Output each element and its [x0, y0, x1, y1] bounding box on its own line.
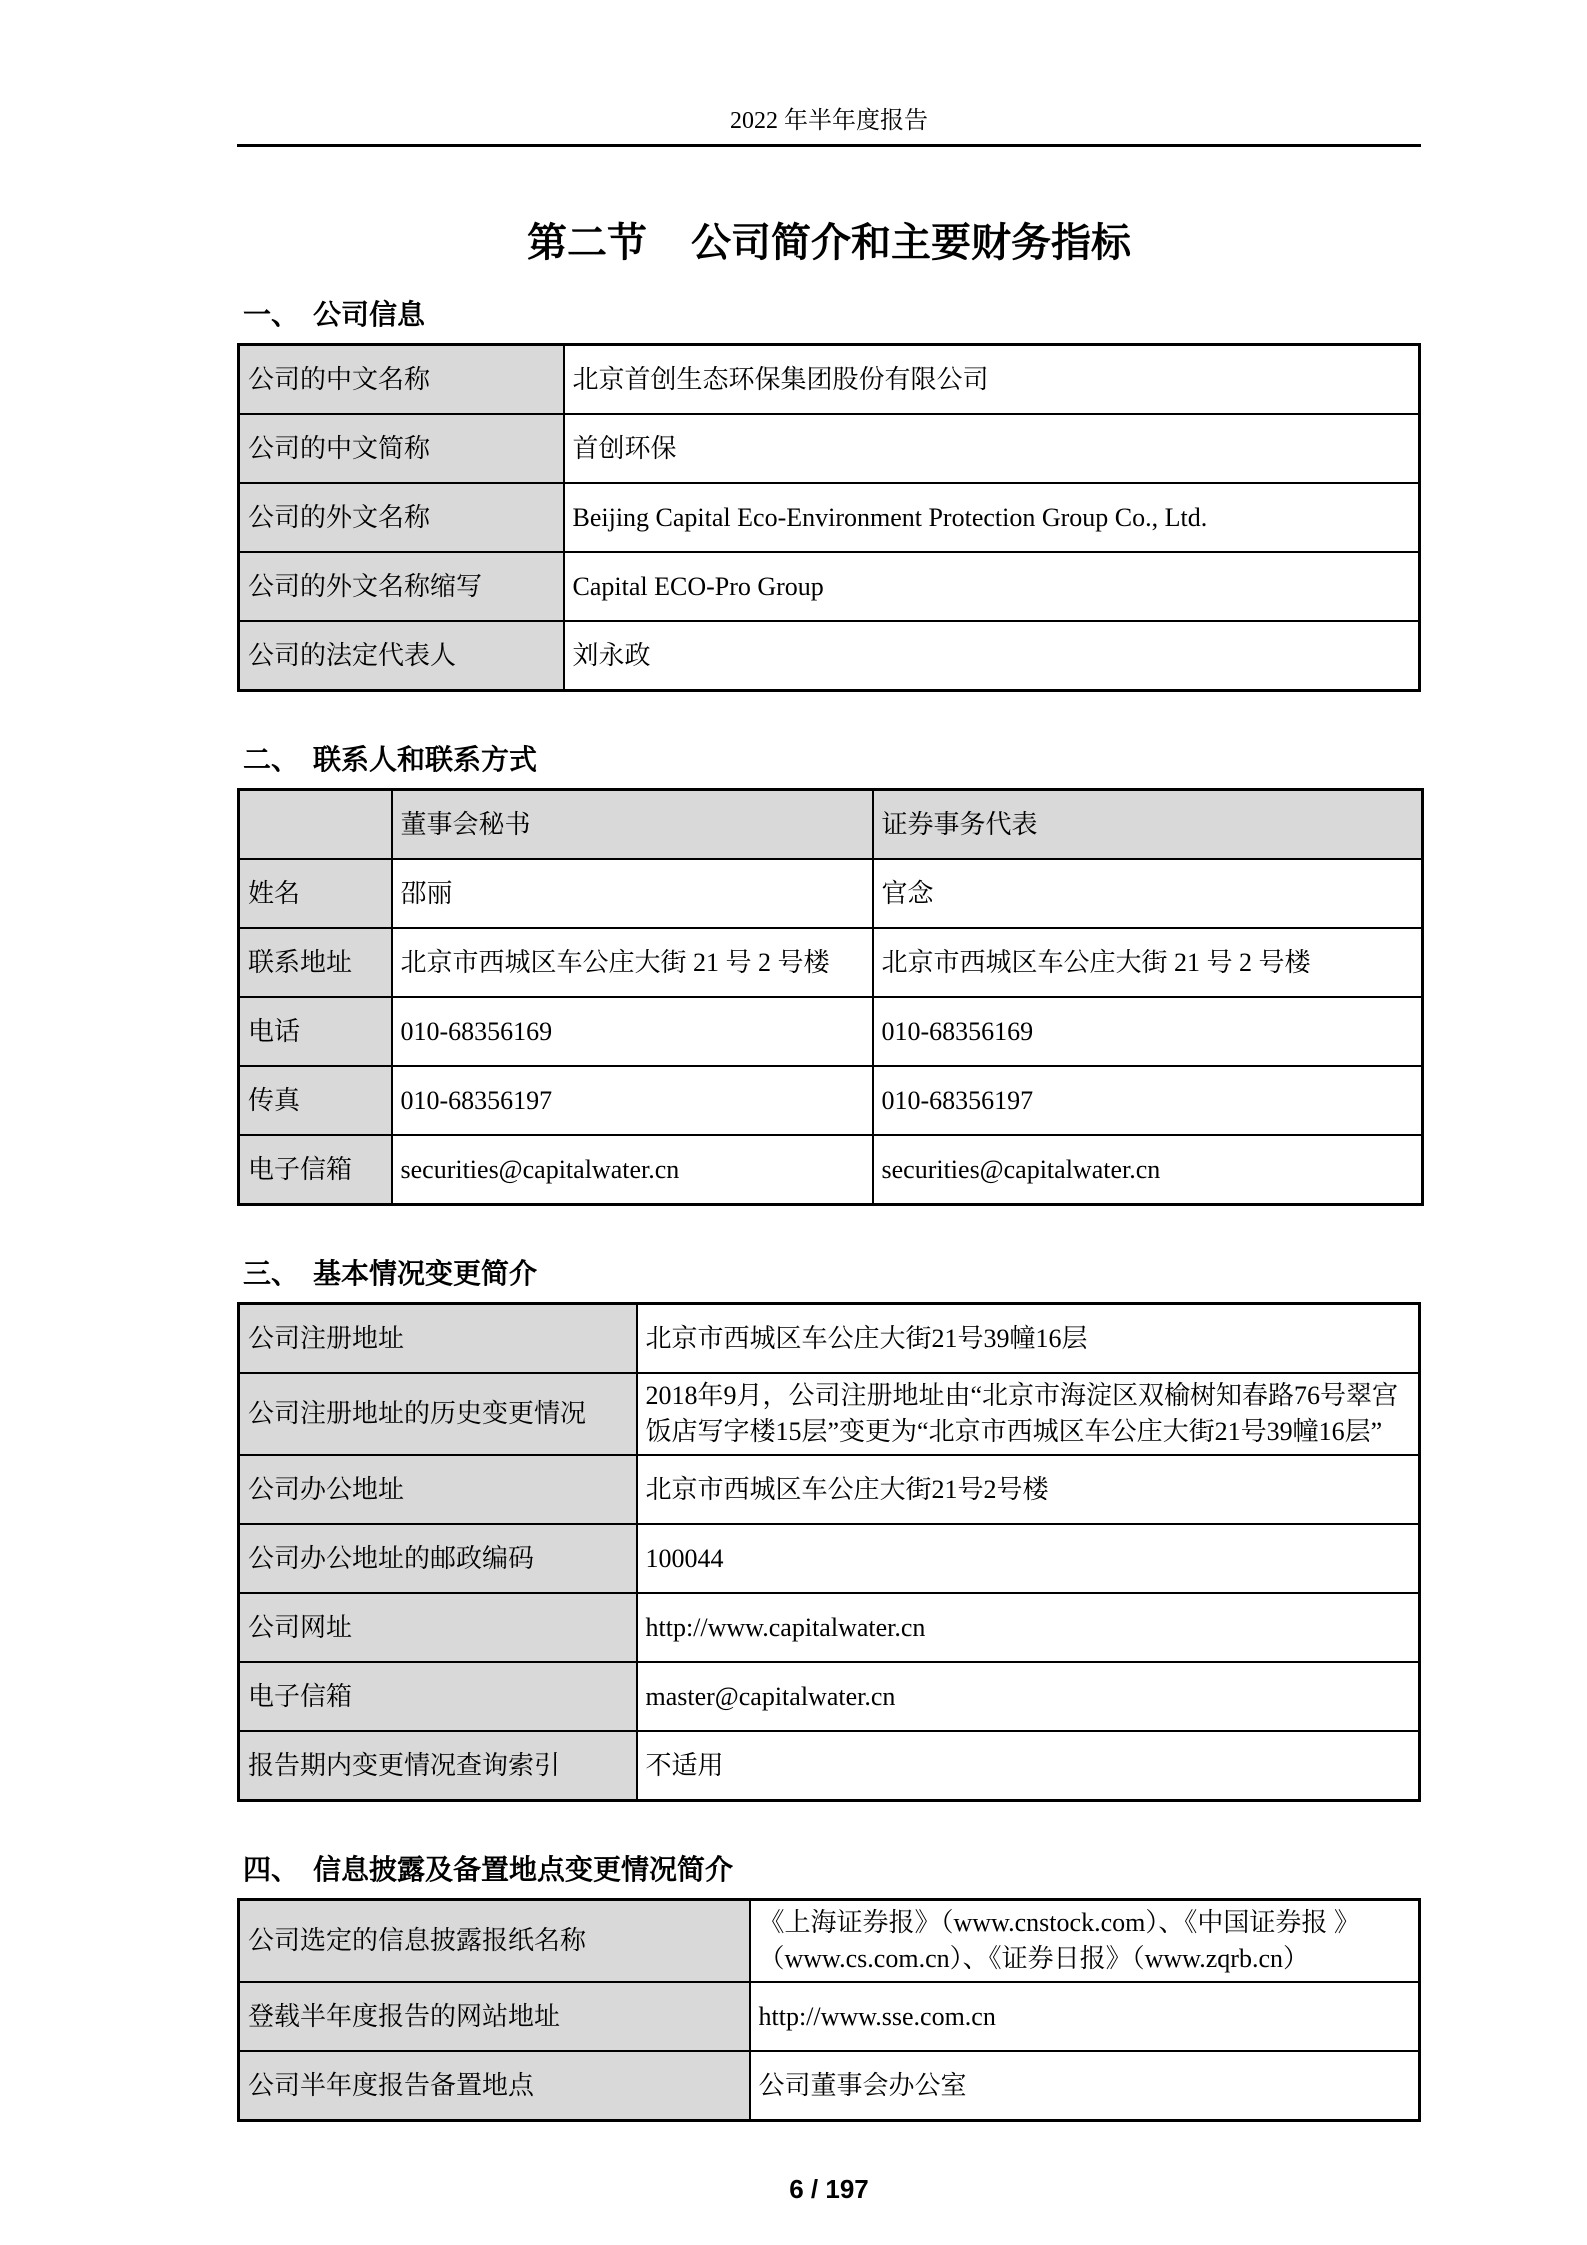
table-row [239, 928, 1423, 997]
basic-changes-table [237, 1302, 1421, 1802]
table-row [239, 997, 1423, 1066]
table-header-row [239, 790, 1423, 860]
section-heading-basic-changes: 三、 基本情况变更简介 [243, 1258, 538, 1289]
table-row [239, 1662, 1420, 1731]
contacts-table [237, 788, 1424, 1206]
row-label-cell: 公司注册地址的历史变更情况 [239, 1373, 637, 1455]
section-heading-company-info: 一、 公司信息 [243, 299, 426, 330]
page-number: 6 / 197 [789, 2174, 869, 2204]
column-header-secretary: 董事会秘书 [392, 790, 873, 860]
row-value-cell: 不适用 [637, 1731, 1420, 1801]
row-value-cell: Beijing Capital Eco-Environment Protection Group Co., Ltd. [564, 483, 1420, 552]
secretary-cell: 邵丽 [392, 859, 873, 928]
section-heading-disclosure: 四、 信息披露及备置地点变更情况简介 [243, 1854, 734, 1885]
representative-cell: securities@capitalwater.cn [873, 1135, 1423, 1205]
representative-cell: 北京市西城区车公庄大街 21 号 2 号楼 [873, 928, 1423, 997]
table-row [239, 483, 1420, 552]
row-label-cell: 公司选定的信息披露报纸名称 [239, 1900, 750, 1983]
disclosure-table [237, 1898, 1421, 2122]
row-label-cell: 电子信箱 [239, 1662, 637, 1731]
secretary-cell: 010-68356197 [392, 1066, 873, 1135]
table-row [239, 1593, 1420, 1662]
row-label-cell: 电子信箱 [239, 1135, 392, 1205]
table-row [239, 1731, 1420, 1801]
table-row [239, 1982, 1420, 2051]
table-row [239, 1455, 1420, 1524]
secretary-cell: 北京市西城区车公庄大街 21 号 2 号楼 [392, 928, 873, 997]
secretary-cell: 010-68356169 [392, 997, 873, 1066]
row-value-cell: Capital ECO-Pro Group [564, 552, 1420, 621]
table-row [239, 414, 1420, 483]
table-row [239, 552, 1420, 621]
table-row [239, 1373, 1420, 1455]
row-label-cell: 公司的法定代表人 [239, 621, 564, 691]
row-label-cell: 公司的中文简称 [239, 414, 564, 483]
row-value-cell: 北京首创生态环保集团股份有限公司 [564, 345, 1420, 415]
company-info-table [237, 343, 1421, 692]
table-row [239, 621, 1420, 691]
column-header-representative: 证券事务代表 [873, 790, 1423, 860]
row-label-cell: 公司注册地址 [239, 1304, 637, 1374]
row-value-cell: master@capitalwater.cn [637, 1662, 1420, 1731]
row-label-cell: 联系地址 [239, 928, 392, 997]
page-title-text: 公司简介和主要财务指标 [691, 221, 1131, 265]
table-row [239, 345, 1420, 415]
row-label-cell: 公司办公地址的邮政编码 [239, 1524, 637, 1593]
row-label-cell: 电话 [239, 997, 392, 1066]
corner-cell [239, 790, 392, 860]
representative-cell: 官念 [873, 859, 1423, 928]
row-label-cell: 公司网址 [239, 1593, 637, 1662]
table-row [239, 2051, 1420, 2121]
representative-cell: 010-68356169 [873, 997, 1423, 1066]
row-label-cell: 姓名 [239, 859, 392, 928]
row-label-cell: 公司办公地址 [239, 1455, 637, 1524]
representative-cell: 010-68356197 [873, 1066, 1423, 1135]
page-title-number: 第二节 [527, 221, 647, 265]
row-label-cell: 公司半年度报告备置地点 [239, 2051, 750, 2121]
table-row [239, 1304, 1420, 1374]
section-heading-contacts: 二、 联系人和联系方式 [243, 744, 538, 775]
table-row [239, 1900, 1420, 1983]
row-value-cell: 刘永政 [564, 621, 1420, 691]
table-row [239, 1524, 1420, 1593]
secretary-cell: securities@capitalwater.cn [392, 1135, 873, 1205]
running-header: 2022 年半年度报告 [730, 108, 928, 134]
row-value-cell: 首创环保 [564, 414, 1420, 483]
row-value-cell: 《上海证券报》（www.cnstock.com）、《中国证券报 》（www.cs.com.cn）、《证券日报》（www.zqrb.cn） [750, 1900, 1420, 1983]
row-value-cell: 北京市西城区车公庄大街21号2号楼 [637, 1455, 1420, 1524]
row-value-cell: 100044 [637, 1524, 1420, 1593]
row-value-cell: http://www.sse.com.cn [750, 1982, 1420, 2051]
row-label-cell: 传真 [239, 1066, 392, 1135]
row-value-cell: http://www.capitalwater.cn [637, 1593, 1420, 1662]
header-rule [237, 144, 1421, 147]
table-row [239, 1066, 1423, 1135]
row-value-cell: 2018年9月，公司注册地址由“北京市海淀区双榆树知春路76号翠宫饭店写字楼15层”变更为“北京市西城区车公庄大街21号39幢16层” [637, 1373, 1420, 1455]
page-title [237, 219, 1421, 267]
row-label-cell: 公司的外文名称 [239, 483, 564, 552]
row-label-cell: 公司的外文名称缩写 [239, 552, 564, 621]
row-label-cell: 报告期内变更情况查询索引 [239, 1731, 637, 1801]
row-label-cell: 公司的中文名称 [239, 345, 564, 415]
row-value-cell: 北京市西城区车公庄大街21号39幢16层 [637, 1304, 1420, 1374]
row-label-cell: 登载半年度报告的网站地址 [239, 1982, 750, 2051]
table-row [239, 859, 1423, 928]
row-value-cell: 公司董事会办公室 [750, 2051, 1420, 2121]
table-row [239, 1135, 1423, 1205]
